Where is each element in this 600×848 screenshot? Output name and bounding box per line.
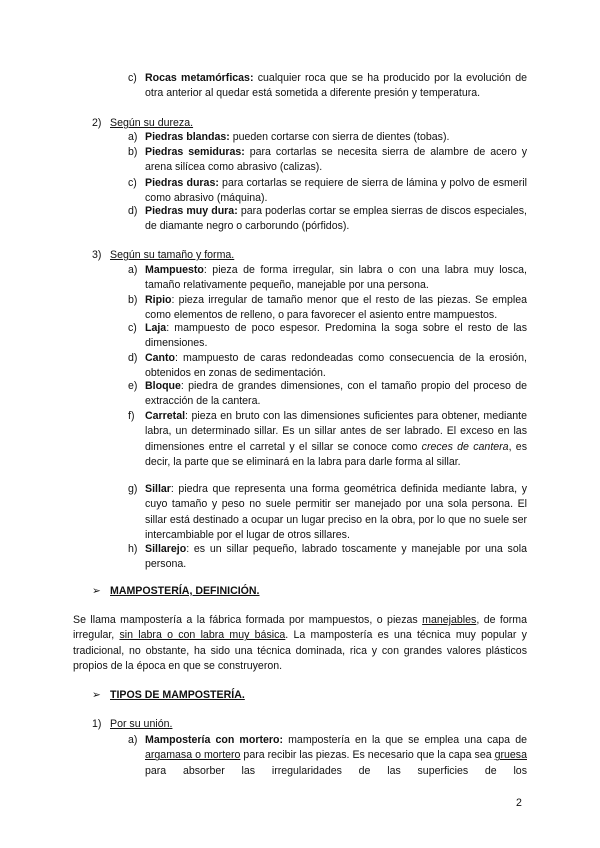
list-item bbox=[145, 321, 527, 352]
section-title: Según su dureza. bbox=[110, 117, 194, 129]
underlined-text: manejables bbox=[422, 614, 477, 626]
list-label: e) bbox=[128, 380, 138, 392]
list-item bbox=[145, 542, 527, 573]
item-text: mampostería en la que se emplea una capa de bbox=[282, 734, 527, 746]
arrow-bullet-icon: ➢ bbox=[92, 689, 101, 701]
section-title: Según su tamaño y forma. bbox=[110, 249, 235, 261]
list-item bbox=[145, 71, 527, 102]
item-text: : pieza en bruto con las dimensiones suficientes para obtener, mediante labra, un determinado sillar. Es un sillar antes de ser labrado. El exceso en las dimensiones entre el carretal y el sillar se conoce como bbox=[145, 410, 527, 453]
item-title: Piedras muy dura: bbox=[145, 205, 238, 217]
list-label: c) bbox=[128, 72, 137, 84]
section-number: 1) bbox=[92, 718, 102, 730]
item-text: para poderlas cortar se emplea sierras de discos especiales, de diamante negro o carborundo (pórfidos). bbox=[145, 205, 527, 233]
list-label: g) bbox=[128, 483, 138, 495]
item-text: pueden cortarse con sierra de dientes (tobas). bbox=[229, 131, 450, 143]
item-italic: creces de cantera bbox=[421, 440, 509, 453]
section-number: 2) bbox=[92, 117, 102, 129]
item-title: Canto bbox=[145, 352, 176, 364]
underlined-text: gruesa bbox=[494, 749, 527, 762]
item-title: Mampostería con mortero: bbox=[145, 734, 283, 746]
section-title: Por su unión. bbox=[110, 718, 173, 730]
item-title: Bloque bbox=[145, 380, 181, 392]
list-label: d) bbox=[128, 352, 138, 364]
list-label: b) bbox=[128, 146, 138, 158]
item-text: : es un sillar pequeño, labrado toscamente y manejable por una sola persona. bbox=[145, 543, 527, 571]
item-text: : mampuesto de caras redondeadas como consecuencia de la erosión, obtenidos en zonas de sedimentación. bbox=[145, 352, 527, 380]
arrow-bullet-icon: ➢ bbox=[92, 585, 101, 597]
list-label: f) bbox=[128, 410, 135, 422]
list-item bbox=[145, 293, 527, 324]
list-label: d) bbox=[128, 205, 138, 217]
page-number: 2 bbox=[516, 797, 522, 809]
item-title: Sillarejo bbox=[145, 543, 187, 555]
paragraph-text: Se llama mampostería a la fábrica formada por mampuestos, o piezas bbox=[73, 614, 423, 626]
item-title: Laja bbox=[145, 322, 167, 334]
list-item bbox=[145, 130, 527, 145]
item-title: Piedras duras: bbox=[145, 177, 219, 189]
paragraph-text: . La mampostería es una técnica muy popular y tradicional, no obstante, ha sido una técnica dominada, rica y con grandes valores plásticos propios de la época en que se construyeron. bbox=[73, 629, 527, 673]
item-title: Ripio bbox=[145, 294, 172, 306]
list-label: a) bbox=[128, 734, 138, 746]
list-item bbox=[145, 204, 527, 235]
item-title: Rocas metamórficas: bbox=[145, 72, 254, 84]
list-item bbox=[145, 379, 527, 410]
list-item bbox=[145, 263, 527, 294]
list-item bbox=[145, 145, 527, 176]
item-text: : piedra de grandes dimensiones, con el tamaño propio del proceso de extracción de la cantera. bbox=[145, 380, 527, 408]
list-item bbox=[145, 409, 527, 471]
item-text: para cortarlas se requiere de sierra de lámina y polvo de esmeril como abrasivo (máquina). bbox=[145, 177, 527, 205]
paragraph-text: , de forma irregular, bbox=[73, 614, 527, 642]
list-item bbox=[145, 351, 527, 382]
section-number: 3) bbox=[92, 249, 102, 261]
item-text: : piedra que representa una forma geométrica definida mediante labra, y cuyo tamaño y peso no suele permitir ser manejado por una sola persona. El sillar está destinado a ocupar un lugar preciso en la obra, por lo que no suele ser intercambiable por el lugar de otros sillares. bbox=[145, 483, 527, 542]
list-label: h) bbox=[128, 543, 138, 555]
item-text: : pieza de forma irregular, sin labra o con una labra muy losca, tamaño relativamente pequeño, manejable por una persona. bbox=[145, 264, 527, 292]
item-title: Mampuesto bbox=[145, 264, 204, 276]
section-heading: TIPOS DE MAMPOSTERÍA. bbox=[110, 689, 245, 701]
list-label: a) bbox=[128, 264, 138, 276]
item-title: Piedras blandas: bbox=[145, 131, 230, 143]
list-label: a) bbox=[128, 131, 138, 143]
item-text: : mampuesto de poco espesor. Predomina la soga sobre el resto de las dimensiones. bbox=[145, 322, 527, 350]
paragraph bbox=[73, 613, 527, 675]
section-heading: MAMPOSTERÍA, DEFINICIÓN. bbox=[110, 585, 260, 597]
item-text: cualquier roca que se ha producido por la evolución de otra anterior al quedar está sometida a diferente presión y temperatura. bbox=[145, 72, 527, 100]
list-item bbox=[145, 176, 527, 207]
list-label: b) bbox=[128, 294, 138, 306]
underlined-text: sin labra o con labra muy básica bbox=[119, 629, 286, 642]
item-text-cont: , es decir, la parte que se eliminará en la labra para darle forma al sillar. bbox=[145, 440, 527, 469]
item-title: Sillar bbox=[145, 483, 171, 495]
item-text: para recibir las piezas. Es necesario que la capa sea bbox=[240, 749, 495, 762]
list-label: c) bbox=[128, 177, 137, 189]
underlined-text: argamasa o mortero bbox=[145, 749, 241, 762]
item-text: para cortarlas se necesita sierra de alambre de acero y arena silícea como abrasivo (calizas). bbox=[145, 146, 527, 174]
item-title: Carretal bbox=[145, 410, 186, 422]
list-item bbox=[145, 733, 527, 779]
item-text: : pieza irregular de tamaño menor que el resto de las piezas. Se emplea como elementos de relleno, o para favorecer el asiento entre mampuestos. bbox=[145, 294, 527, 322]
list-item bbox=[145, 482, 527, 544]
item-text: para absorber las irregularidades de las superficies de los bbox=[145, 764, 527, 777]
item-title: Piedras semiduras: bbox=[145, 146, 245, 158]
list-label: c) bbox=[128, 322, 137, 334]
